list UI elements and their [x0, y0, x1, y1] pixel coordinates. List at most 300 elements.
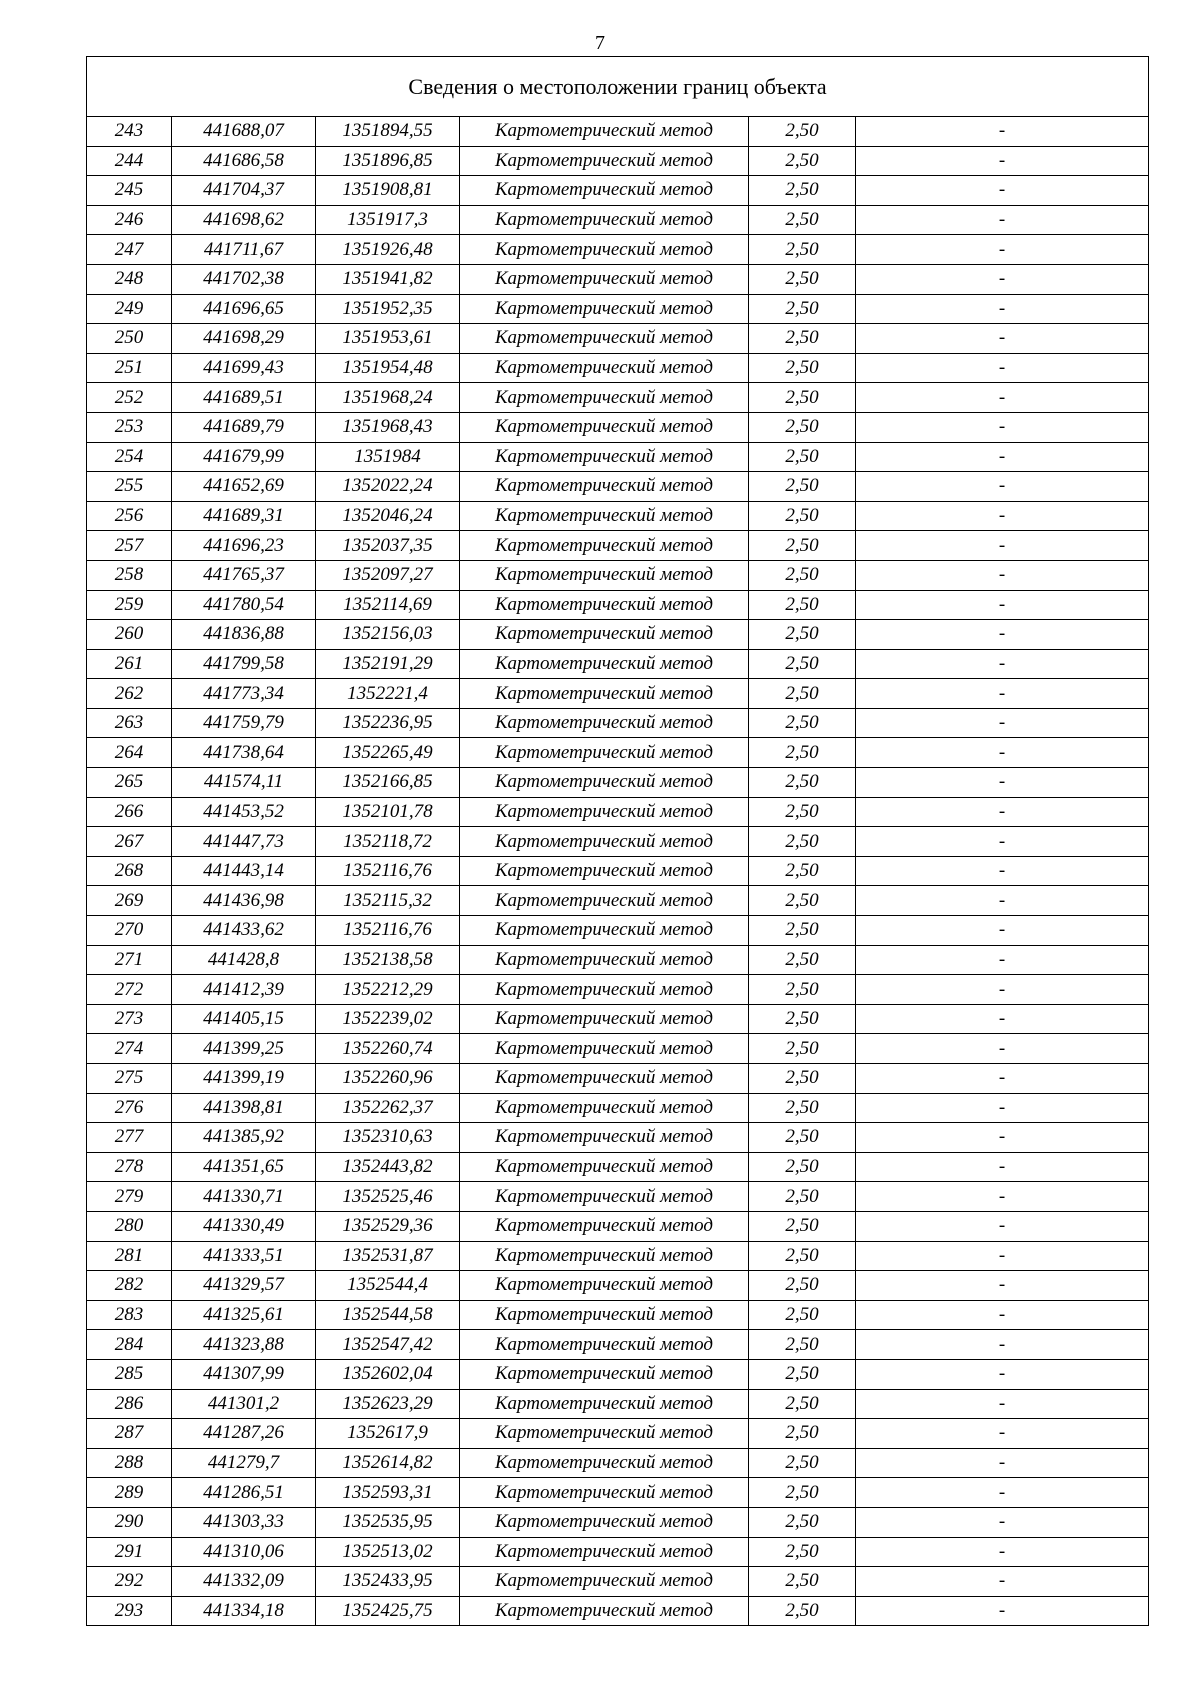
method-cell: Картометрический метод	[460, 1064, 749, 1094]
note-cell: -	[856, 472, 1149, 502]
point-number-cell: 272	[87, 975, 172, 1005]
table-row	[87, 531, 1149, 561]
point-number-cell: 261	[87, 649, 172, 679]
method-cell: Картометрический метод	[460, 768, 749, 798]
table-row	[87, 205, 1149, 235]
table-row	[87, 117, 1149, 147]
table-row	[87, 1004, 1149, 1034]
y-coordinate-cell: 1352547,42	[316, 1330, 460, 1360]
note-cell: -	[856, 264, 1149, 294]
method-cell: Картометрический метод	[460, 649, 749, 679]
note-cell: -	[856, 1448, 1149, 1478]
method-cell: Картометрический метод	[460, 1152, 749, 1182]
note-cell: -	[856, 1152, 1149, 1182]
table-row	[87, 353, 1149, 383]
table-row	[87, 412, 1149, 442]
y-coordinate-cell: 1352101,78	[316, 797, 460, 827]
x-coordinate-cell: 441287,26	[172, 1419, 316, 1449]
point-number-cell: 256	[87, 501, 172, 531]
point-number-cell: 262	[87, 679, 172, 709]
y-coordinate-cell: 1352262,37	[316, 1093, 460, 1123]
table-row	[87, 1389, 1149, 1419]
y-coordinate-cell: 1352265,49	[316, 738, 460, 768]
point-number-cell: 271	[87, 945, 172, 975]
method-cell: Картометрический метод	[460, 975, 749, 1005]
x-coordinate-cell: 441325,61	[172, 1300, 316, 1330]
method-cell: Картометрический метод	[460, 886, 749, 916]
y-coordinate-cell: 1352525,46	[316, 1182, 460, 1212]
table-row	[87, 1064, 1149, 1094]
point-number-cell: 252	[87, 383, 172, 413]
x-coordinate-cell: 441333,51	[172, 1241, 316, 1271]
y-coordinate-cell: 1352260,96	[316, 1064, 460, 1094]
method-cell: Картометрический метод	[460, 353, 749, 383]
x-coordinate-cell: 441698,29	[172, 324, 316, 354]
table-row	[87, 1182, 1149, 1212]
table-row	[87, 886, 1149, 916]
x-coordinate-cell: 441332,09	[172, 1567, 316, 1597]
point-number-cell: 254	[87, 442, 172, 472]
table-row	[87, 1478, 1149, 1508]
method-cell: Картометрический метод	[460, 856, 749, 886]
table-row	[87, 1537, 1149, 1567]
table-row	[87, 176, 1149, 206]
note-cell: -	[856, 975, 1149, 1005]
note-cell: -	[856, 412, 1149, 442]
table-row	[87, 738, 1149, 768]
point-number-cell: 269	[87, 886, 172, 916]
method-cell: Картометрический метод	[460, 1389, 749, 1419]
point-number-cell: 274	[87, 1034, 172, 1064]
accuracy-cell: 2,50	[749, 1093, 856, 1123]
note-cell: -	[856, 1093, 1149, 1123]
y-coordinate-cell: 1351968,24	[316, 383, 460, 413]
y-coordinate-cell: 1351896,85	[316, 146, 460, 176]
x-coordinate-cell: 441702,38	[172, 264, 316, 294]
table-row	[87, 1359, 1149, 1389]
x-coordinate-cell: 441447,73	[172, 827, 316, 857]
y-coordinate-cell: 1352114,69	[316, 590, 460, 620]
x-coordinate-cell: 441286,51	[172, 1478, 316, 1508]
x-coordinate-cell: 441436,98	[172, 886, 316, 916]
table-row	[87, 856, 1149, 886]
y-coordinate-cell: 1352116,76	[316, 856, 460, 886]
accuracy-cell: 2,50	[749, 649, 856, 679]
accuracy-cell: 2,50	[749, 1448, 856, 1478]
note-cell: -	[856, 856, 1149, 886]
method-cell: Картометрический метод	[460, 738, 749, 768]
accuracy-cell: 2,50	[749, 1300, 856, 1330]
table-row	[87, 1567, 1149, 1597]
point-number-cell: 289	[87, 1478, 172, 1508]
accuracy-cell: 2,50	[749, 412, 856, 442]
y-coordinate-cell: 1352116,76	[316, 916, 460, 946]
point-number-cell: 266	[87, 797, 172, 827]
table-row	[87, 708, 1149, 738]
y-coordinate-cell: 1352529,36	[316, 1211, 460, 1241]
accuracy-cell: 2,50	[749, 1004, 856, 1034]
table-row	[87, 1596, 1149, 1626]
note-cell: -	[856, 1478, 1149, 1508]
note-cell: -	[856, 117, 1149, 147]
note-cell: -	[856, 442, 1149, 472]
method-cell: Картометрический метод	[460, 708, 749, 738]
accuracy-cell: 2,50	[749, 1419, 856, 1449]
table-row	[87, 620, 1149, 650]
note-cell: -	[856, 1211, 1149, 1241]
y-coordinate-cell: 1351917,3	[316, 205, 460, 235]
accuracy-cell: 2,50	[749, 1211, 856, 1241]
accuracy-cell: 2,50	[749, 590, 856, 620]
accuracy-cell: 2,50	[749, 1152, 856, 1182]
accuracy-cell: 2,50	[749, 768, 856, 798]
method-cell: Картометрический метод	[460, 1359, 749, 1389]
point-number-cell: 270	[87, 916, 172, 946]
y-coordinate-cell: 1352544,4	[316, 1271, 460, 1301]
table-row	[87, 797, 1149, 827]
x-coordinate-cell: 441398,81	[172, 1093, 316, 1123]
table-row	[87, 1507, 1149, 1537]
point-number-cell: 248	[87, 264, 172, 294]
method-cell: Картометрический метод	[460, 205, 749, 235]
accuracy-cell: 2,50	[749, 1567, 856, 1597]
point-number-cell: 283	[87, 1300, 172, 1330]
accuracy-cell: 2,50	[749, 1123, 856, 1153]
accuracy-cell: 2,50	[749, 1064, 856, 1094]
table-row	[87, 827, 1149, 857]
note-cell: -	[856, 1359, 1149, 1389]
table-row	[87, 560, 1149, 590]
method-cell: Картометрический метод	[460, 620, 749, 650]
y-coordinate-cell: 1352544,58	[316, 1300, 460, 1330]
method-cell: Картометрический метод	[460, 235, 749, 265]
point-number-cell: 257	[87, 531, 172, 561]
page-number: 7	[595, 32, 605, 54]
accuracy-cell: 2,50	[749, 975, 856, 1005]
x-coordinate-cell: 441574,11	[172, 768, 316, 798]
x-coordinate-cell: 441711,67	[172, 235, 316, 265]
y-coordinate-cell: 1351953,61	[316, 324, 460, 354]
note-cell: -	[856, 1004, 1149, 1034]
x-coordinate-cell: 441773,34	[172, 679, 316, 709]
table-row	[87, 1300, 1149, 1330]
table-row	[87, 1152, 1149, 1182]
x-coordinate-cell: 441307,99	[172, 1359, 316, 1389]
method-cell: Картометрический метод	[460, 1596, 749, 1626]
accuracy-cell: 2,50	[749, 324, 856, 354]
point-number-cell: 276	[87, 1093, 172, 1123]
accuracy-cell: 2,50	[749, 264, 856, 294]
accuracy-cell: 2,50	[749, 1596, 856, 1626]
point-number-cell: 286	[87, 1389, 172, 1419]
x-coordinate-cell: 441310,06	[172, 1537, 316, 1567]
note-cell: -	[856, 916, 1149, 946]
x-coordinate-cell: 441399,25	[172, 1034, 316, 1064]
accuracy-cell: 2,50	[749, 679, 856, 709]
y-coordinate-cell: 1352037,35	[316, 531, 460, 561]
table-row	[87, 590, 1149, 620]
note-cell: -	[856, 235, 1149, 265]
note-cell: -	[856, 205, 1149, 235]
point-number-cell: 255	[87, 472, 172, 502]
y-coordinate-cell: 1351952,35	[316, 294, 460, 324]
note-cell: -	[856, 1241, 1149, 1271]
x-coordinate-cell: 441301,2	[172, 1389, 316, 1419]
note-cell: -	[856, 1182, 1149, 1212]
y-coordinate-cell: 1352166,85	[316, 768, 460, 798]
method-cell: Картометрический метод	[460, 1241, 749, 1271]
method-cell: Картометрический метод	[460, 1507, 749, 1537]
y-coordinate-cell: 1352118,72	[316, 827, 460, 857]
point-number-cell: 280	[87, 1211, 172, 1241]
y-coordinate-cell: 1352593,31	[316, 1478, 460, 1508]
point-number-cell: 277	[87, 1123, 172, 1153]
note-cell: -	[856, 531, 1149, 561]
note-cell: -	[856, 886, 1149, 916]
y-coordinate-cell: 1352156,03	[316, 620, 460, 650]
method-cell: Картометрический метод	[460, 560, 749, 590]
note-cell: -	[856, 146, 1149, 176]
x-coordinate-cell: 441652,69	[172, 472, 316, 502]
accuracy-cell: 2,50	[749, 886, 856, 916]
note-cell: -	[856, 1389, 1149, 1419]
method-cell: Картометрический метод	[460, 383, 749, 413]
accuracy-cell: 2,50	[749, 146, 856, 176]
point-number-cell: 282	[87, 1271, 172, 1301]
note-cell: -	[856, 708, 1149, 738]
point-number-cell: 264	[87, 738, 172, 768]
note-cell: -	[856, 1507, 1149, 1537]
point-number-cell: 244	[87, 146, 172, 176]
accuracy-cell: 2,50	[749, 472, 856, 502]
table-row	[87, 1211, 1149, 1241]
accuracy-cell: 2,50	[749, 916, 856, 946]
method-cell: Картометрический метод	[460, 294, 749, 324]
method-cell: Картометрический метод	[460, 176, 749, 206]
y-coordinate-cell: 1352138,58	[316, 945, 460, 975]
y-coordinate-cell: 1352614,82	[316, 1448, 460, 1478]
note-cell: -	[856, 1537, 1149, 1567]
note-cell: -	[856, 383, 1149, 413]
accuracy-cell: 2,50	[749, 1330, 856, 1360]
x-coordinate-cell: 441433,62	[172, 916, 316, 946]
table-row	[87, 1034, 1149, 1064]
x-coordinate-cell: 441412,39	[172, 975, 316, 1005]
table-row	[87, 975, 1149, 1005]
method-cell: Картометрический метод	[460, 1211, 749, 1241]
note-cell: -	[856, 353, 1149, 383]
table-row	[87, 945, 1149, 975]
y-coordinate-cell: 1352212,29	[316, 975, 460, 1005]
method-cell: Картометрический метод	[460, 1004, 749, 1034]
y-coordinate-cell: 1352310,63	[316, 1123, 460, 1153]
note-cell: -	[856, 649, 1149, 679]
x-coordinate-cell: 441385,92	[172, 1123, 316, 1153]
y-coordinate-cell: 1352115,32	[316, 886, 460, 916]
note-cell: -	[856, 590, 1149, 620]
y-coordinate-cell: 1351926,48	[316, 235, 460, 265]
y-coordinate-cell: 1352535,95	[316, 1507, 460, 1537]
method-cell: Картометрический метод	[460, 1093, 749, 1123]
accuracy-cell: 2,50	[749, 856, 856, 886]
table-title: Сведения о местоположении границ объекта	[87, 57, 1149, 117]
x-coordinate-cell: 441453,52	[172, 797, 316, 827]
x-coordinate-cell: 441399,19	[172, 1064, 316, 1094]
table-row	[87, 1448, 1149, 1478]
point-number-cell: 278	[87, 1152, 172, 1182]
table-title-row	[87, 57, 1149, 117]
table-row	[87, 501, 1149, 531]
y-coordinate-cell: 1352531,87	[316, 1241, 460, 1271]
y-coordinate-cell: 1352221,4	[316, 679, 460, 709]
accuracy-cell: 2,50	[749, 205, 856, 235]
x-coordinate-cell: 441698,62	[172, 205, 316, 235]
note-cell: -	[856, 768, 1149, 798]
method-cell: Картометрический метод	[460, 1478, 749, 1508]
method-cell: Картометрический метод	[460, 679, 749, 709]
point-number-cell: 292	[87, 1567, 172, 1597]
note-cell: -	[856, 1034, 1149, 1064]
method-cell: Картометрический метод	[460, 1567, 749, 1597]
method-cell: Картометрический метод	[460, 412, 749, 442]
note-cell: -	[856, 1596, 1149, 1626]
table-row	[87, 324, 1149, 354]
table-row	[87, 442, 1149, 472]
point-number-cell: 246	[87, 205, 172, 235]
note-cell: -	[856, 294, 1149, 324]
accuracy-cell: 2,50	[749, 353, 856, 383]
x-coordinate-cell: 441799,58	[172, 649, 316, 679]
x-coordinate-cell: 441279,7	[172, 1448, 316, 1478]
y-coordinate-cell: 1351941,82	[316, 264, 460, 294]
accuracy-cell: 2,50	[749, 620, 856, 650]
accuracy-cell: 2,50	[749, 1271, 856, 1301]
y-coordinate-cell: 1352239,02	[316, 1004, 460, 1034]
point-number-cell: 281	[87, 1241, 172, 1271]
x-coordinate-cell: 441689,31	[172, 501, 316, 531]
method-cell: Картометрический метод	[460, 472, 749, 502]
point-number-cell: 275	[87, 1064, 172, 1094]
table-row	[87, 1093, 1149, 1123]
x-coordinate-cell: 441696,23	[172, 531, 316, 561]
point-number-cell: 293	[87, 1596, 172, 1626]
method-cell: Картометрический метод	[460, 1300, 749, 1330]
x-coordinate-cell: 441759,79	[172, 708, 316, 738]
method-cell: Картометрический метод	[460, 916, 749, 946]
accuracy-cell: 2,50	[749, 560, 856, 590]
x-coordinate-cell: 441836,88	[172, 620, 316, 650]
point-number-cell: 263	[87, 708, 172, 738]
table-row	[87, 1271, 1149, 1301]
accuracy-cell: 2,50	[749, 738, 856, 768]
accuracy-cell: 2,50	[749, 1034, 856, 1064]
accuracy-cell: 2,50	[749, 117, 856, 147]
accuracy-cell: 2,50	[749, 1537, 856, 1567]
x-coordinate-cell: 441323,88	[172, 1330, 316, 1360]
accuracy-cell: 2,50	[749, 1182, 856, 1212]
method-cell: Картометрический метод	[460, 442, 749, 472]
table-body	[87, 117, 1149, 1626]
note-cell: -	[856, 679, 1149, 709]
accuracy-cell: 2,50	[749, 945, 856, 975]
accuracy-cell: 2,50	[749, 1478, 856, 1508]
method-cell: Картометрический метод	[460, 1537, 749, 1567]
note-cell: -	[856, 1419, 1149, 1449]
point-number-cell: 249	[87, 294, 172, 324]
point-number-cell: 259	[87, 590, 172, 620]
method-cell: Картометрический метод	[460, 590, 749, 620]
y-coordinate-cell: 1352046,24	[316, 501, 460, 531]
point-number-cell: 291	[87, 1537, 172, 1567]
accuracy-cell: 2,50	[749, 1241, 856, 1271]
point-number-cell: 251	[87, 353, 172, 383]
point-number-cell: 245	[87, 176, 172, 206]
note-cell: -	[856, 945, 1149, 975]
note-cell: -	[856, 827, 1149, 857]
note-cell: -	[856, 620, 1149, 650]
point-number-cell: 267	[87, 827, 172, 857]
y-coordinate-cell: 1352443,82	[316, 1152, 460, 1182]
accuracy-cell: 2,50	[749, 176, 856, 206]
y-coordinate-cell: 1351984	[316, 442, 460, 472]
table-row	[87, 472, 1149, 502]
method-cell: Картометрический метод	[460, 1448, 749, 1478]
y-coordinate-cell: 1352022,24	[316, 472, 460, 502]
x-coordinate-cell: 441696,65	[172, 294, 316, 324]
x-coordinate-cell: 441428,8	[172, 945, 316, 975]
accuracy-cell: 2,50	[749, 501, 856, 531]
point-number-cell: 273	[87, 1004, 172, 1034]
table-row	[87, 383, 1149, 413]
table-row	[87, 679, 1149, 709]
accuracy-cell: 2,50	[749, 1359, 856, 1389]
point-number-cell: 260	[87, 620, 172, 650]
point-number-cell: 288	[87, 1448, 172, 1478]
table-row	[87, 235, 1149, 265]
y-coordinate-cell: 1351954,48	[316, 353, 460, 383]
table-row	[87, 1330, 1149, 1360]
table-row	[87, 1123, 1149, 1153]
method-cell: Картометрический метод	[460, 1271, 749, 1301]
table-row	[87, 146, 1149, 176]
point-number-cell: 268	[87, 856, 172, 886]
y-coordinate-cell: 1352433,95	[316, 1567, 460, 1597]
accuracy-cell: 2,50	[749, 294, 856, 324]
accuracy-cell: 2,50	[749, 383, 856, 413]
method-cell: Картометрический метод	[460, 324, 749, 354]
note-cell: -	[856, 1330, 1149, 1360]
table-row	[87, 294, 1149, 324]
y-coordinate-cell: 1352097,27	[316, 560, 460, 590]
note-cell: -	[856, 1123, 1149, 1153]
point-number-cell: 284	[87, 1330, 172, 1360]
point-number-cell: 250	[87, 324, 172, 354]
x-coordinate-cell: 441780,54	[172, 590, 316, 620]
y-coordinate-cell: 1352513,02	[316, 1537, 460, 1567]
y-coordinate-cell: 1352602,04	[316, 1359, 460, 1389]
point-number-cell: 285	[87, 1359, 172, 1389]
note-cell: -	[856, 324, 1149, 354]
table-row	[87, 1241, 1149, 1271]
x-coordinate-cell: 441329,57	[172, 1271, 316, 1301]
method-cell: Картометрический метод	[460, 1419, 749, 1449]
y-coordinate-cell: 1352260,74	[316, 1034, 460, 1064]
y-coordinate-cell: 1351908,81	[316, 176, 460, 206]
method-cell: Картометрический метод	[460, 117, 749, 147]
x-coordinate-cell: 441330,71	[172, 1182, 316, 1212]
boundary-table	[86, 56, 1149, 1626]
y-coordinate-cell: 1351894,55	[316, 117, 460, 147]
